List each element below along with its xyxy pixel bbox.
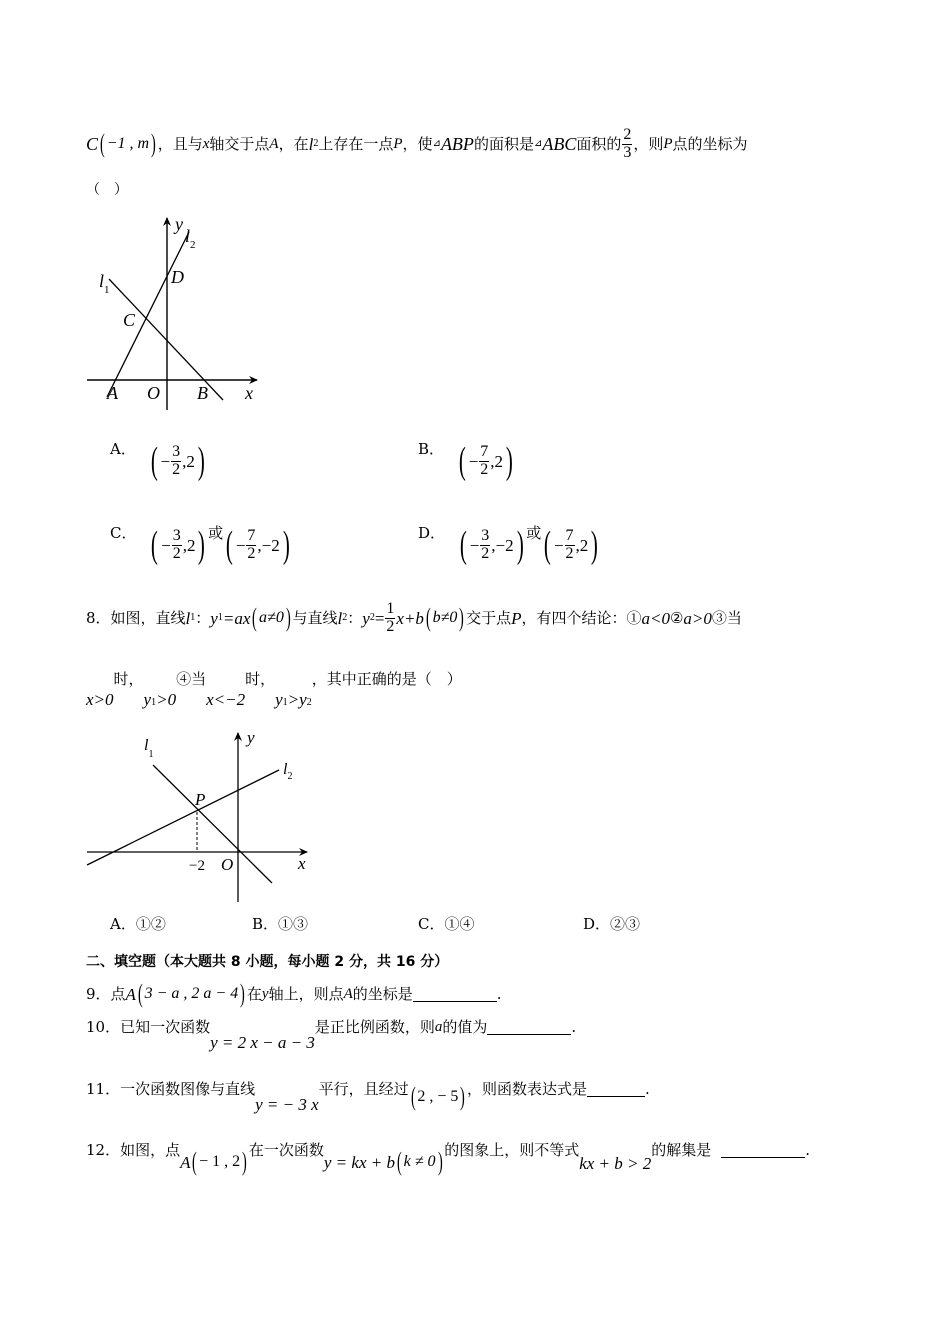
frac-num: 7 [480, 442, 489, 460]
q8-y2: y [362, 608, 370, 628]
or-word: 或 [208, 524, 224, 542]
l1-label: $l_1$ [99, 271, 110, 296]
q9-end: 的坐标是 [352, 984, 413, 1003]
neg-sign: − [468, 451, 479, 471]
q12-period: . [805, 1141, 811, 1159]
frac-den: 3 [623, 143, 632, 161]
q8-prefix: 8．如图，直线 [86, 608, 186, 627]
q9-prefix: 9．点 [86, 984, 126, 1003]
q12-prefix: 12．如图，点 [86, 1141, 181, 1159]
q8-mid2: 交于点 [466, 608, 512, 627]
q12-end: 的解集是 [651, 1141, 712, 1159]
q11-coord: 2 , − 5 [417, 1088, 459, 1105]
q8-stem-line-2 [86, 672, 462, 708]
q8-c3-cond: x>0 [86, 690, 114, 709]
q7-option-d[interactable]: D． ( − $\frac{3}{2}$ ,−2 ) 或 ( − $\frac{7}{2}$ ,2 ) [418, 524, 599, 566]
q10-end: 的值为 [442, 1018, 488, 1036]
q8-c4: ④当 [176, 670, 207, 688]
option-value: ①② [135, 915, 166, 933]
or-word: 或 [526, 524, 542, 542]
q10-period: . [571, 1018, 577, 1036]
q8-cond1: a≠0 [259, 609, 284, 626]
point-b-label: B [197, 383, 208, 403]
q8-y1b: y [275, 690, 283, 709]
q8-y1: y [143, 690, 152, 709]
q8-option-d[interactable] [583, 917, 640, 932]
origin-label: O [147, 383, 160, 403]
q8-y1b-sub: 1 [282, 697, 288, 708]
frac-num: 7 [565, 526, 574, 544]
q8-mid3: ，有四个结论：① [521, 608, 642, 627]
point-c-label-fig: C [123, 310, 136, 330]
option-tail: ,−2 [257, 535, 280, 555]
q8-y1-sub: 1 [151, 697, 157, 708]
option-value: ①④ [444, 915, 475, 933]
frac-num: 2 [623, 125, 632, 143]
option-label: D． [418, 524, 446, 542]
q7-figure [85, 212, 275, 412]
q7-line-l2: l [308, 134, 314, 154]
q7-point-p: P [393, 135, 403, 152]
q7-text-9: 点的坐标为 [672, 134, 748, 153]
q12-expr: y = kx + b [323, 1152, 395, 1172]
origin-label: O [221, 855, 234, 874]
l2-label: $l_2$ [283, 761, 293, 782]
q11-period: . [645, 1080, 650, 1098]
q11-prefix: 11．一次函数图像与直线 [86, 1080, 256, 1098]
q9-point-a: A [125, 984, 136, 1004]
q8-eq-sign: = [374, 608, 385, 628]
q8-l1: l [185, 608, 191, 628]
q10-line [86, 1020, 576, 1056]
q7-text-4: 上存在一点 [318, 134, 394, 153]
tick-neg2-label: −2 [189, 858, 205, 874]
frac-den: 2 [172, 460, 181, 478]
q8-gt0: >0 [156, 690, 177, 709]
q8-l2: l [337, 608, 343, 628]
q8-cond2: b≠0 [432, 609, 458, 626]
q10-expr: y = 2 x − a − 3 [210, 1033, 315, 1052]
x-axis-label: x [298, 854, 306, 873]
q9-coord: 3 − a , 2 a − 4 [144, 985, 239, 1002]
q7-option-c[interactable]: C． ( − $\frac{3}{2}$ ,2 ) 或 ( − $\frac{7}{2}$ ,−2 ) [110, 524, 290, 566]
l2-label: $l_2$ [185, 226, 196, 251]
q8-y2-sub: 2 [369, 612, 375, 623]
q8-stem-line-1: 8．如图，直线 l 1 ： y 1 =ax ( a≠0 ) 与直线 l 2 ： y 2 = $\frac{1}{2}$ x+b ( b≠0 ) 交于点 P ，有四个结论：① a<0 ② a>0 ③当 [86, 599, 742, 635]
q8-shi2: 时， [245, 670, 276, 688]
q9-y: y [261, 985, 269, 1002]
option-value: ②③ [610, 915, 641, 933]
q10-mid: 是正比例函数，则 [314, 1018, 435, 1036]
option-value: ①③ [278, 915, 309, 933]
q8-y1-sub: 1 [217, 612, 223, 623]
option-label: C． [418, 915, 445, 933]
answer-blank[interactable] [587, 1082, 645, 1097]
triangle-symbol: ⊿ [533, 138, 543, 149]
point-p-label: P [195, 790, 206, 809]
q7-x-var: x [202, 135, 210, 152]
q7-text-7: 面积的 [576, 134, 622, 153]
answer-blank[interactable] [413, 987, 497, 1002]
q12-ineq: kx + b > 2 [579, 1154, 652, 1173]
section-heading: 二、填空题（本大题共 8 小题，每小题 2 分，共 16 分） [86, 954, 449, 970]
q7-line-l2-sub: 2 [313, 138, 319, 149]
answer-blank[interactable] [487, 1020, 571, 1035]
q8-shi: 时， [113, 670, 144, 688]
q7-answer-paren: （ ） [86, 182, 128, 198]
q7-stem-line: C ( −1 , m ) ，且与 x 轴交于点 A ，在 l 2 上存在一点 P ，使 ⊿ ABP 的面积是 ⊿ ABC 面积的 $\frac{2}{3}$ ，则 P 点的坐标为 [86, 125, 748, 161]
point-d-label: D [171, 267, 184, 287]
l1-label: $l_1$ [144, 737, 154, 760]
q8-gt: > [287, 690, 300, 709]
frac-den: 2 [481, 544, 490, 562]
q8-eq1: =ax [222, 608, 251, 628]
q9-line: 9．点 A ( 3 − a , 2 a − 4 ) 在 y 轴上，则点 A 的坐标是 . [86, 979, 502, 1008]
q7-option-b[interactable]: B． ( − $\frac{7}{2}$ ,2 ) [418, 440, 513, 482]
q8-c2: a>0 [683, 608, 712, 628]
neg-sign: − [160, 451, 171, 471]
line-l1 [109, 279, 223, 400]
y-axis-label: y [247, 728, 255, 747]
q11-mid: 平行，且经过 [318, 1080, 409, 1098]
frac-num: 1 [386, 599, 395, 617]
neg-sign: − [553, 535, 564, 555]
q12-point-a: A [180, 1152, 191, 1172]
frac-den: 2 [480, 460, 489, 478]
option-tail: ,2 [182, 451, 195, 471]
q8-option-a[interactable] [110, 917, 166, 932]
q8-colon: ： [347, 608, 363, 627]
q8-l1-sub: 1 [190, 612, 196, 623]
point-c-coord: −1 , m [106, 135, 150, 152]
frac-num: 3 [172, 526, 181, 544]
q8-l2-sub: 2 [342, 612, 348, 623]
q11-line: 11．一次函数图像与直线 y = − 3 x 平行，且经过 ( 2 , − 5) ，则函数表达式是 . [86, 1080, 650, 1114]
option-label: A． [110, 915, 136, 933]
option-label: B． [252, 915, 279, 933]
line-l2 [107, 232, 189, 397]
q8-end: ，其中正确的是（ ） [311, 670, 462, 688]
q12-cond: k ≠ 0 [403, 1153, 436, 1170]
q7-text-5: ，使 [402, 134, 433, 153]
option-label: D． [583, 915, 611, 933]
q7-tri-abc: ABC [542, 134, 577, 154]
fraction-two-thirds [622, 127, 632, 162]
q8-y1: y [210, 608, 218, 628]
frac-num: 3 [481, 526, 490, 544]
q7-option-a[interactable]: A． ( − $\frac{3}{2}$ ,2 ) [110, 440, 205, 482]
q9-period: . [496, 984, 502, 1003]
q8-option-b[interactable] [252, 917, 308, 932]
q7-text-8: ，则 [633, 134, 664, 153]
neg-sign: − [469, 535, 480, 555]
point-a-label: A [107, 383, 118, 403]
q8-point-p: P [511, 608, 522, 628]
q8-c4-cond: x<−2 [206, 690, 246, 709]
q7-point-p-2: P [663, 135, 673, 152]
frac-num: 3 [172, 442, 181, 460]
q7-text-2: 轴交于点 [209, 134, 270, 153]
q8-c2-mark: ② [669, 608, 684, 627]
q8-colon: ： [195, 608, 211, 627]
point-c-label: C [86, 134, 99, 154]
q8-y2b: y [299, 690, 307, 709]
q9-mid: 在 [246, 984, 262, 1003]
q8-mid: 与直线 [292, 608, 338, 627]
q8-eq2b: x+b [396, 608, 424, 628]
y-axis-label: y [175, 214, 183, 234]
option-label: A． [110, 440, 136, 458]
q9-point-a2: A [343, 985, 353, 1002]
q8-option-c[interactable] [418, 917, 475, 932]
q7-text-6: 的面积是 [473, 134, 534, 153]
option-label: C． [110, 524, 137, 542]
q9-mid2: 轴上，则点 [268, 984, 344, 1003]
neg-sign: − [235, 535, 246, 555]
q10-a: a [434, 1019, 443, 1035]
q7-text-1: ，且与 [157, 134, 203, 153]
q10-prefix: 10．已知一次函数 [86, 1018, 211, 1036]
q7-tri-abp: ABP [440, 134, 474, 154]
frac-num: 7 [247, 526, 256, 544]
q8-figure [85, 728, 325, 904]
frac-den: 2 [172, 544, 181, 562]
line-l2 [87, 770, 279, 865]
option-tail: ,2 [490, 451, 504, 471]
q11-expr: y = − 3 x [255, 1095, 319, 1114]
option-tail: ,−2 [491, 535, 514, 555]
frac-den: 2 [247, 544, 256, 562]
q7-point-a: A [269, 135, 279, 152]
frac-den: 2 [386, 617, 395, 635]
option-label: B． [418, 440, 445, 458]
triangle-symbol: ⊿ [432, 138, 441, 149]
q12-mid: 在一次函数 [248, 1141, 324, 1159]
q12-coord: − 1 , 2 [199, 1153, 241, 1170]
q7-text-3: ，在 [278, 134, 309, 153]
q8-c1: a<0 [641, 608, 670, 628]
answer-blank[interactable] [721, 1143, 805, 1158]
option-tail: ,2 [575, 535, 589, 555]
x-axis-label: x [245, 383, 253, 403]
q8-c3-mark: ③当 [711, 608, 742, 627]
q8-y2b-sub: 2 [306, 697, 312, 708]
neg-sign: − [161, 535, 171, 555]
q12-mid2: 的图象上，则不等式 [444, 1141, 580, 1159]
q12-line: 12．如图，点 A ( − 1 , 2 ) 在一次函数 y = kx + b ( k ≠ 0 ) 的图象上，则不等式 kx + b > 2 的解集是 . [86, 1141, 811, 1176]
option-tail: ,2 [182, 535, 196, 555]
q11-end: ，则函数表达式是 [467, 1080, 588, 1098]
frac-den: 2 [565, 544, 574, 562]
